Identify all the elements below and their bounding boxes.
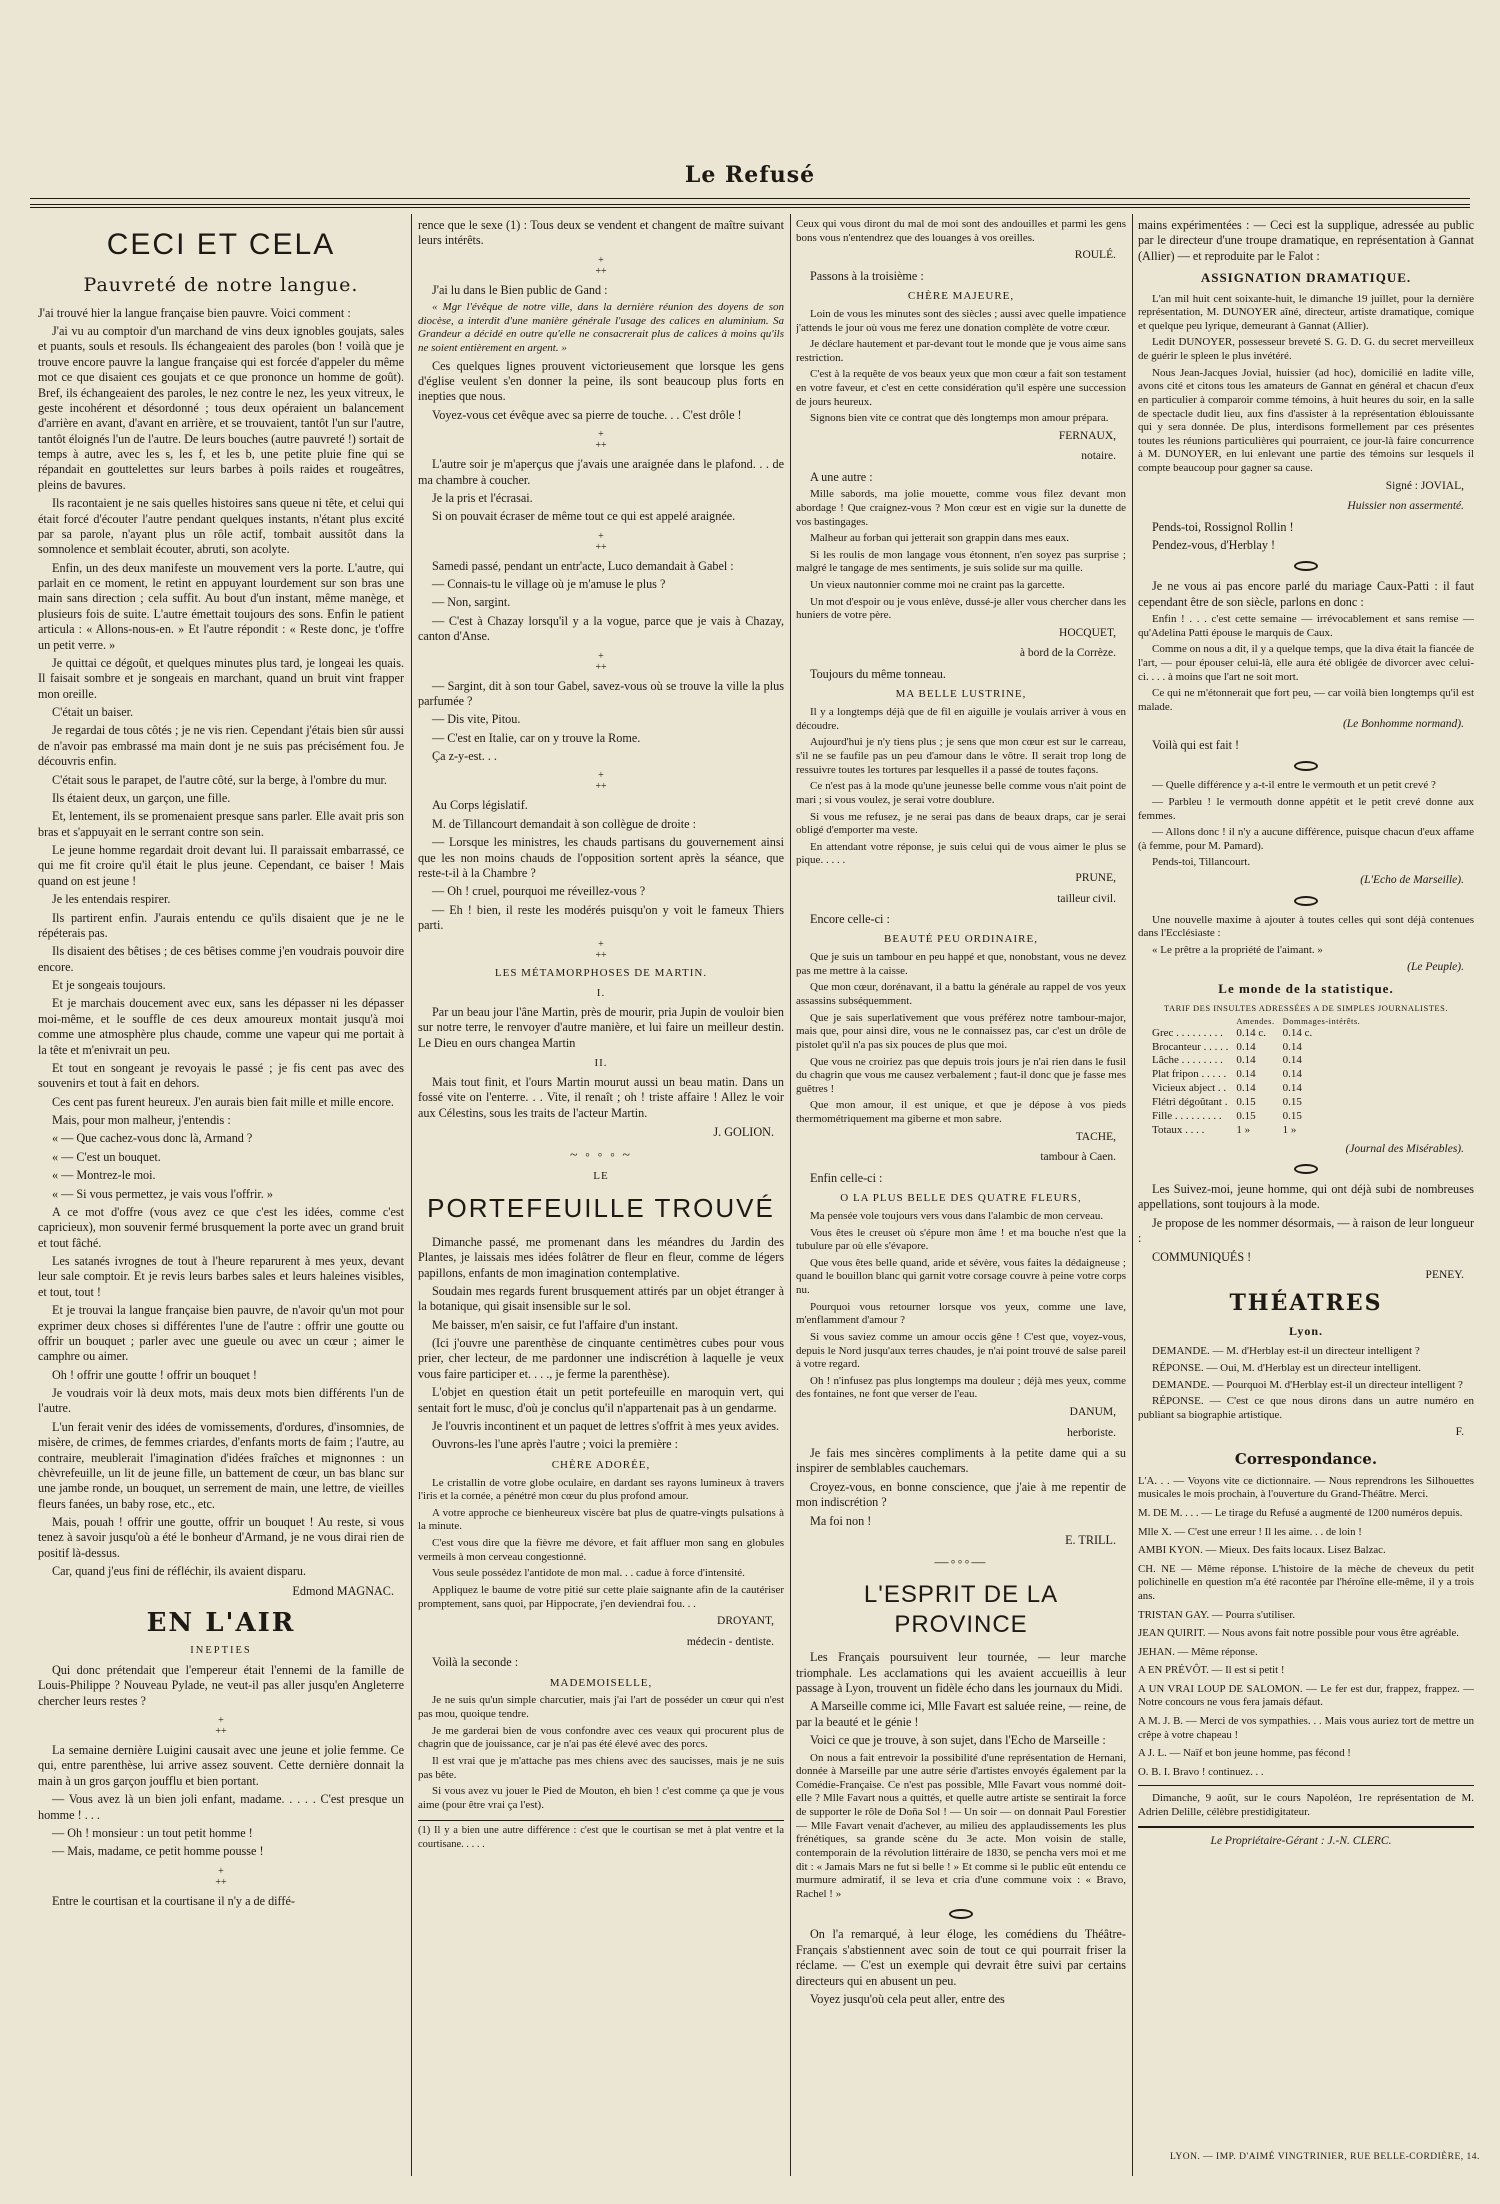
letter-line: Que je sais superlativement que vous préférez notre tambour-major, mais que, pour ainsi dire, vous ne le connaissez pas, car c'est un drôle de pistolet qu'il n'a pas six pouces de plus que moi. [796, 1011, 1126, 1051]
correspondence-list [1138, 1475, 1474, 1780]
dialogue-line: « — C'est un bouquet. [52, 1149, 161, 1164]
table-row [1148, 1054, 1364, 1068]
signature: F. [1455, 1426, 1464, 1439]
table-total-row [1148, 1124, 1364, 1138]
letter-line: Je déclare hautement et par-devant tout le monde que je vous aime sans restriction. [796, 338, 1126, 364]
paragraph: rence que le sexe (1) : Tous deux se vendent et changent de maître suivant leurs intérêts. [418, 218, 784, 248]
dialogue-line: — Eh ! bien, il reste les modérés puisqu'on y voit le fameux Thiers parti. [418, 902, 784, 932]
table-row [1148, 1027, 1364, 1041]
letter-salutation: MA BELLE LUSTRINE, [895, 688, 1027, 701]
source-credit: (Le Bonhomme normand). [1342, 718, 1464, 731]
section-title-correspondance: Correspondance. [1234, 1449, 1378, 1468]
paragraph: Car, quand j'eus fini de réfléchir, ils avaient disparu. [52, 1564, 307, 1579]
article-title-portefeuille-trouve: PORTEFEUILLE TROUVÉ [427, 1193, 775, 1224]
article-kicker: LE [593, 1170, 609, 1183]
row-label: Flétri dégoûtant . [1152, 1096, 1228, 1108]
printer-imprint: LYON. — IMP. D'AIMÉ VINGTRINIER, RUE BELLE-CORDIÈRE, 14. [1170, 2152, 1480, 2162]
header-double-rule [30, 204, 1470, 208]
letter-line: A votre approche ce bienheureux viscère bat plus de quatre-vingts pulsations à la minute. [418, 1506, 784, 1533]
article-subtitle: Pauvreté de notre langue. [83, 273, 359, 296]
column-2 [418, 218, 784, 2168]
paragraph: A ce mot d'offre (vous avez ce que c'est les idées, comme c'est capricieux), mon souvenir fermé brusquement la porte avec un grand bruit et tout fâché. [38, 1204, 404, 1250]
paragraph: Les satanés ivrognes de tout à l'heure reparurent à mes yeux, devant leur sale comptoir. Et je revis leurs barbes sales et leurs haleines visibles, et tout, tout ! [38, 1254, 404, 1299]
insult-tariff-table [1148, 1016, 1364, 1138]
letter-line: Que je suis un tambour en peu happé et que, nonobstant, vous ne devez pas me mettre à la caisse. [796, 951, 1126, 977]
paragraph: A Marseille comme ici, Mlle Favart est saluée reine, — reine, de par la beauté et le génie ! [796, 1699, 1126, 1729]
paragraph: L'autre soir je m'aperçus que j'avais une araignée dans le plafond. . . de ma chambre à coucher. [418, 457, 784, 487]
cell: 0.14 [1236, 1068, 1256, 1081]
paragraph: Passons à la troisième : [810, 268, 924, 283]
paragraph: L'objet en question était un petit portefeuille en maroquin vert, qui sentait fort le musc, d'où je conclus qu'il n'appartenait pas à un gendarme. [418, 1385, 784, 1415]
question-line: DEMANDE. — M. d'Herblay est-il un directeur intelligent ? [1152, 1345, 1420, 1358]
notice-line: L'an mil huit cent soixante-huit, le dimanche 19 juillet, pour la dernière représentation, M. DUNOYER aîné, directeur, artiste dramatique, comique et quelque peu lyrique, demeurant à Gannat (Allier). [1138, 292, 1474, 332]
section-subtitle: INEPTIES [190, 1644, 252, 1656]
paragraph: Voilà la seconde : [432, 1655, 519, 1670]
list-item: JEHAN. — Même réponse. [1138, 1645, 1258, 1658]
newspaper-title: Le Refusé [684, 162, 816, 188]
table-row [1148, 1068, 1364, 1082]
notice-title: ASSIGNATION DRAMATIQUE. [1200, 270, 1412, 286]
notice-line: Nous Jean-Jacques Jovial, huissier (ad hoc), domicilié en ladite ville, avons cité et citons tous les amateurs de Gannat en général et chacun d'eux en particulier à comparoir comme témoins, à huit heures du soir, en la salle de spectacle dudit lieu, aux fins d'assister à la représentation éblouissante qui y sera donnée. De plus, interdisons formellement par ces présentes toutes les réunions particulières qui pourraient, ce jour-là faire concurrence à M. DUNOYER, en lui enlevant une partie des témoins sur lesquels il compte beaucoup pour gagner sa cause. [1138, 366, 1474, 474]
column-4 [1138, 218, 1474, 2168]
list-item: A M. J. B. — Merci de vos sympathies. . . Mais vous auriez tort de mettre un crêpe à votre chapeau ! [1138, 1715, 1474, 1741]
ornament-ellipse [1294, 761, 1318, 771]
paragraph: Voyez-vous cet évêque avec sa pierre de touche. . . C'est drôle ! [432, 407, 742, 422]
cell: 0.14 c. [1236, 1026, 1267, 1039]
signature: PENEY. [1425, 1268, 1464, 1281]
letter-line: Je me garderai bien de vous confondre avec ces veaux qui procurent plus de chagrin que de jouissance, car je n'ai pas été élevé avec des porcs. [418, 1724, 784, 1751]
paragraph: Voyez jusqu'où cela peut aller, entre des [810, 1991, 1005, 2006]
cell: 0.15 [1236, 1109, 1256, 1122]
dialogue-line: — Mais, madame, ce petit homme pousse ! [52, 1844, 264, 1859]
paragraph: Ils racontaient je ne sais quelles histoires sans queue ni tête, et celui qui était forcé d'écouter l'autre pendant quelques instants, n'étant plus excité par sa parole, n'ayant plus un rôle actif, tombait aussitôt dans la somnolence et semblait écouter, abruti, son acolyte. [38, 496, 404, 557]
quotation: « Mgr l'évêque de notre ville, dans la dernière réunion des doyens de son diocèse, a interdit d'une manière générale l'usage des calices en aluminium. Sa Grandeur a décidé en outre qu'elle ne consacrerait plus de calices à moins qu'ils ne soient entièrement en argent. » [418, 301, 784, 354]
paragraph: Si on pouvait écraser de même tout ce qui est appelé araignée. [432, 509, 736, 524]
dialogue-line: « — Montrez-le moi. [52, 1168, 156, 1183]
list-item: M. DE M. . . . — Le tirage du Refusé a augmenté de 1200 numéros depuis. [1138, 1506, 1463, 1519]
letter-line: Que vous ne croiriez pas que depuis trois jours je n'ai rien dans le fusil du chagrin que vous me causez verbalement ; faut-il donc que je fasse mes guêtres ! [796, 1055, 1126, 1095]
paragraph: Je quittai ce dégoût, et quelques minutes plus tard, je longeai les quais. Il faisait sombre et je songeais en marchant, quand un bruit vint frapper mon oreille. [38, 655, 404, 701]
letter-line: Pourquoi vous retourner lorsque vos yeux, comme une lave, m'enflamment d'amour ? [796, 1300, 1126, 1327]
paragraph: (Ici j'ouvre une parenthèse de cinquante centimètres cubes pour vous prier, cher lecteur, de me pardonner une indiscrétion à laquelle je veux vous faire participer et. . . ., je ferme la parenthèse). [418, 1336, 784, 1381]
dialogue-line: — C'est à Chazay lorsqu'il y a la vogue, parce que je vais à Chazay, canton d'Anse. [418, 613, 784, 644]
section-title-theatres: THÉATRES [1229, 1290, 1383, 1317]
dialogue-line: — Oh ! monsieur : un tout petit homme ! [52, 1825, 253, 1840]
table-title: TARIF DES INSULTES ADRESSÉES A DE SIMPLES JOURNALISTES. [1164, 1003, 1448, 1014]
letter-line: Vous êtes le creuset où s'épure mon âme ! et ma bouche n'est que la tubulure par où elle s'évapore. [796, 1226, 1126, 1253]
paragraph: J'ai trouvé hier la langue française bien pauvre. Voici comment : [38, 305, 351, 320]
list-item: JEAN QUIRIT. — Nous avons fait notre possible pour vous être agréable. [1138, 1627, 1459, 1640]
letter-salutation: O LA PLUS BELLE DES QUATRE FLEURS, [840, 1192, 1082, 1205]
paragraph: Voici ce que je trouve, à son sujet, dans l'Echo de Marseille : [810, 1733, 1106, 1748]
table-row [1148, 1110, 1364, 1124]
letter-line: Loin de vous les minutes sont des siècles ; aussi avec quelle impatience j'attends le jour où vous me ferez une donation complète de votre cœur. [796, 307, 1126, 334]
paragraph: C'était un baiser. [52, 705, 134, 720]
paragraph: Ils étaient deux, un garçon, une fille. [52, 790, 231, 805]
letter-signature: DROYANT, [717, 1615, 774, 1628]
letter-line: Le cristallin de votre globe oculaire, en dardant ses rayons lumineux à travers l'iris et la cornée, a pénétré mon cœur du plus profond amour. [418, 1476, 784, 1503]
paragraph: Croyez-vous, en bonne conscience, que j'aie à me repentir de mon indiscrétion ? [796, 1479, 1126, 1510]
letter-signature: ROULÉ. [1074, 249, 1116, 262]
header-rule [30, 198, 1470, 199]
poem-title: LES MÉTAMORPHOSES DE MARTIN. [494, 967, 708, 980]
paragraph: Oh ! offrir une goutte ! offrir un bouquet ! [52, 1367, 257, 1382]
cell: 0.15 [1282, 1109, 1302, 1122]
ornament-ellipse [1294, 561, 1318, 571]
paragraph: Et, lentement, ils se promenaient presque sans parler. Elle avait pris son bras et s'appuyait en le serrant contre son sein. [38, 809, 404, 839]
list-item: Mlle X. — C'est une erreur ! Il les aime. . . de loin ! [1138, 1525, 1362, 1538]
paragraph: Soudain mes regards furent brusquement attirés par un objet étranger à la botanique, qui gisait insensible sur le sol. [418, 1283, 784, 1314]
dialogue-line: — C'est en Italie, car on y trouve la Rome. [432, 730, 641, 745]
column-1 [38, 218, 404, 2168]
section-title-statistique: Le monde de la statistique. [1218, 980, 1394, 996]
paragraph: COMMUNIQUÉS ! [1152, 1249, 1252, 1264]
column-header: Dommages-intérêts. [1282, 1016, 1361, 1026]
answer-line: RÉPONSE. — C'est ce que nous dirons dans un autre numéro en publiant sa biographie artistique. [1138, 1395, 1474, 1421]
letter-line: Ceux qui vous diront du mal de moi sont des andouilles et parmi les gens bons vous n'entendrez que des louanges à vos oreilles. [796, 218, 1126, 244]
paragraph: Dimanche passé, me promenant dans les méandres du Jardin des Plantes, je laissais mes idées folâtrer de fleur en fleur, comme de légers papillons, enfants de mon imagination contemplative. [418, 1234, 784, 1280]
letter-signature-title: tailleur civil. [1057, 892, 1116, 905]
ornament-ellipse [1294, 1164, 1318, 1174]
separator-cross: + ++ [595, 650, 607, 673]
separator-cross: + ++ [595, 254, 607, 277]
announcement: Dimanche, 9 août, sur le cours Napoléon, 1re représentation de M. Adrien Delille, célèbre prestidigitateur. [1138, 1792, 1474, 1819]
letter-line: En attendant votre réponse, je suis celui qui de vous aimer le plus se pique. . . . . [796, 840, 1126, 867]
city-heading: Lyon. [1288, 1324, 1323, 1339]
quoted-line: Comme on nous a dit, il y a quelque temps, que la diva était la fiancée de l'art, — pour épouser celui-là, elle aura été obligée de divorcer avec celui-ci. . . . à moins que l'art ne soit mort. [1138, 643, 1474, 683]
list-item: AMBI KYON. — Mieux. Des faits locaux. Lisez Balzac. [1138, 1544, 1386, 1557]
separator-cross: + ++ [215, 1715, 227, 1738]
cell: 0.14 [1236, 1082, 1256, 1095]
paragraph: Pendez-vous, d'Herblay ! [1152, 537, 1276, 552]
paragraph: Au Corps législatif. [432, 798, 528, 813]
paragraph: Et tout en songeant je revoyais le passé ; je fis cent pas avec des souvenirs et tout à fait en dehors. [38, 1060, 404, 1091]
quoted-line: Pends-toi, Tillancourt. [1152, 856, 1251, 869]
separator-cross: + ++ [595, 530, 607, 553]
letter-line: C'est vous dire que la fièvre me dévore, et fait affluer mon sang en globules vermeils à mon cerveau congestionné. [418, 1537, 784, 1563]
letter-line: Il y a longtemps déjà que de fil en aiguille je voulais arriver à vous en découdre. [796, 706, 1126, 732]
list-item: CH. NE — Même réponse. L'histoire de la mèche de cheveux du petit polichinelle en question m'a été racontée par l'héroïne elle-même, il y a trois ans. [1138, 1562, 1474, 1602]
letter-signature-title: notaire. [1081, 450, 1116, 463]
paragraph: Pends-toi, Rossignol Rollin ! [1152, 519, 1294, 534]
quoted-line: Ce qui ne m'étonnerait que fort peu, — car voilà bien longtemps qu'il est malade. [1138, 687, 1474, 713]
paragraph: L'un ferait venir des idées de vomissements, d'ordures, d'insomnies, de misère, de crimes, de femmes criardes, d'enfants morts de faim ; l'autre, au contraire, meublerait l'imagination d'idées fraîches et mignonnes : un chèvrefeuille, un lit de jeune fille, un battement de cœur, un bas blanc sur une jambe ronde, un bouquet, un serrement de main, une lettre, de vieilles fleurs fanées, un baby rose, etc., etc. [38, 1419, 404, 1511]
cell: 0.14 [1282, 1040, 1302, 1053]
letter-salutation: BEAUTÉ PEU ORDINAIRE, [884, 933, 1038, 946]
separator-cross: + ++ [595, 429, 607, 452]
letter-line: Que vous êtes belle quand, aride et sévère, vous faites la dédaigneuse ; quand le bouillon blanc qui garnit votre corsage couvre à peine votre corps nu. [796, 1256, 1126, 1297]
letter-signature: DANUM, [1069, 1406, 1116, 1419]
paragraph: Ces quelques lignes prouvent victorieusement que lorsque les gens d'église veulent s'en donner la peine, ils sont beaucoup plus forts en inepties que nous. [418, 358, 784, 404]
paragraph: Toujours du même tonneau. [810, 666, 946, 681]
paragraph: Ces cent pas furent heureux. J'en aurais bien fait mille et mille encore. [52, 1094, 394, 1109]
column-header: Amendes. [1236, 1016, 1275, 1026]
separator-cross: + ++ [595, 939, 607, 962]
table-row [1148, 1082, 1364, 1096]
quoted-line: — Quelle différence y a-t-il entre le vermouth et un petit crevé ? [1152, 779, 1436, 792]
cell: 0.14 [1236, 1054, 1256, 1067]
paragraph: A une autre : [810, 469, 873, 484]
dialogue-line: « — Que cachez-vous donc là, Armand ? [52, 1131, 253, 1146]
cell: 0.15 [1236, 1096, 1256, 1108]
quoted-line: — Parbleu ! le vermouth donne appétit et le petit crevé donne aux femmes. [1138, 795, 1474, 822]
letter-line: C'est à la requête de vos beaux yeux que mon cœur a fait son testament en votre faveur, et c'est en cette considération qu'il espère une succession de jours heureux. [796, 368, 1126, 408]
letter-signature-title: médecin - dentiste. [686, 1635, 774, 1648]
paragraph: Et je trouvai la langue française bien pauvre, de n'avoir qu'un mot pour exprimer deux choses si différentes l'une de l'autre : offrir une goutte ou offrir un bouquet ; parler avec une gueule ou avec un cœur ; aimer le camphre ou aimer. [38, 1303, 404, 1364]
paragraph: Encore celle-ci : [810, 911, 890, 926]
list-item: TRISTAN GAY. — Pourra s'utiliser. [1138, 1608, 1296, 1621]
paragraph: Ils partirent enfin. J'aurais entendu ce qu'ils disaient que je ne le répéterais pas. [38, 910, 404, 940]
paragraph: Les Suivez-moi, jeune homme, qui ont déjà subi de nombreuses appellations, sont toujours à la mode. [1138, 1182, 1474, 1212]
quotation: « Le prêtre a la propriété de l'aimant. » [1152, 943, 1323, 956]
paragraph: La semaine dernière Luigini causait avec une jeune et jolie femme. Ce qui, entre parenthèse, lui arrive assez souvent. Cette dernière donnait la main à un gros garçon joufflu et bien portant. [38, 1743, 404, 1788]
paragraph: On l'a remarqué, à leur éloge, les comédiens du Théâtre-Français s'abstiennent avec soin de tout ce qui pourrait friser la réclame. — C'est un exemple qui devrait être suivi par certains directeurs qui en abusent un peu. [796, 1927, 1126, 1988]
row-label: Lâche . . . . . . . . [1152, 1054, 1223, 1067]
cell: 0.14 c. [1282, 1026, 1313, 1039]
paragraph: Les Français poursuivent leur tournée, — leur marche triomphale. Les acclamations qui les avaient accueillis à leur passage à Lyon, trouvent un fidèle écho dans les journaux du Midi. [796, 1650, 1126, 1696]
paragraph: Une nouvelle maxime à ajouter à toutes celles qui sont déjà contenues dans l'Ecclésiaste : [1138, 913, 1474, 940]
letter-line: Mille sabords, ma jolie mouette, comme vous filez devant mon abordage ! Que craignez-vous ? Mon cœur est en vigie sur la dunette de vos bastingages. [796, 488, 1126, 528]
letter-line: Si vous avez vu jouer le Pied de Mouton, eh bien ! c'est comme ça que je vous aime (pour être vrai ça l'est). [418, 1785, 784, 1811]
notice-line: Ledit DUNOYER, possesseur breveté S. G. D. G. du secret merveilleux de guérir le spleen le plus invétéré. [1138, 336, 1474, 362]
paragraph: Me baisser, m'en saisir, ce fut l'affaire d'un instant. [432, 1317, 679, 1332]
ornament-ellipse [949, 1909, 973, 1919]
paragraph: M. de Tillancourt demandait à son collègue de droite : [432, 816, 697, 831]
letter-signature: TACHE, [1075, 1130, 1116, 1143]
column-separator [411, 214, 412, 2176]
paragraph: Ils disaient des bêtises ; de ces bêtises comme j'en voudrais pouvoir dire encore. [38, 944, 404, 974]
list-item: L'A. . . — Voyons vite ce dictionnaire. — Nous reprendrons les Silhouettes musicales le mois prochain, à l'ouverture du Grand-Théâtre. Merci. [1138, 1474, 1474, 1501]
row-label: Grec . . . . . . . . . [1152, 1026, 1223, 1039]
paragraph: Je les entendais respirer. [52, 892, 171, 907]
letter-line: Si les roulis de mon langage vous étonnent, n'en soyez pas surprise ; malgré le tangage de mes sentiments, je suis solide sur ma quille. [796, 548, 1126, 575]
cell: 0.14 [1236, 1040, 1256, 1053]
letter-salutation: CHÈRE ADORÉE, [551, 1458, 651, 1471]
quoted-line: Enfin ! . . . c'est cette semaine — irrévocablement et sans remise — qu'Adelina Patti épouse le marquis de Caux. [1138, 613, 1474, 639]
row-label: Plat fripon . . . . . [1152, 1068, 1227, 1081]
list-item: A EN PRÉVÔT. — Il est si petit ! [1138, 1664, 1285, 1677]
paragraph: C'était sous le parapet, de l'autre côté, sur la berge, à l'ombre du mur. [52, 772, 387, 787]
source-credit: (Journal des Misérables). [1345, 1142, 1464, 1155]
paragraph: Mais, pour mon malheur, j'entendis : [52, 1113, 231, 1128]
row-label: Fille . . . . . . . . . [1152, 1109, 1222, 1122]
dialogue-line: — Dis vite, Pitou. [432, 712, 521, 727]
letter-line: Oh ! n'infusez pas plus longtemps ma douleur ; déjà mes yeux, comme des fontaines, ne font que verser de l'eau. [796, 1374, 1126, 1401]
cell: 1 » [1282, 1123, 1297, 1136]
table-row [1148, 1041, 1364, 1055]
dialogue-line: — Vous avez là un bien joli enfant, madame. . . . . C'est presque un homme ! . . . [38, 1792, 404, 1822]
letter-line: Si vous saviez comme un amour occis gêne ! C'est que, voyez-vous, depuis le Nord jusqu'aux terres chaudes, je n'ai point trouvé de salse pareil à votre regard. [796, 1330, 1126, 1371]
answer-line: RÉPONSE. — Oui, M. d'Herblay est un directeur intelligent. [1152, 1361, 1421, 1374]
list-item: A J. L. — Naïf et bon jeune homme, pas fécond ! [1138, 1747, 1351, 1760]
paragraph: Qui donc prétendait que l'empereur était l'ennemi de la famille de Louis-Philippe ? Nouveau Pylade, ne veut-il pas aller jusqu'en Angleterre chercher leurs restes ? [38, 1662, 404, 1708]
dialogue-line: « — Si vous permettez, je vais vous l'offrir. » [52, 1186, 273, 1201]
paragraph: Voilà qui est fait ! [1152, 737, 1240, 752]
letter-line: Ma pensée vole toujours vers vous dans l'alambic de mon cerveau. [810, 1209, 1104, 1222]
letter-line: Signons bien vite ce contrat que dès longtemps mon amour prépara. [810, 412, 1109, 425]
paragraph: Et je marchais doucement avec eux, sans les dépasser ni les dépasser moi-même, et le souffle de ces deux amoureux montait jusqu'à moi comme une atmosphère plus chaude, comme une vapeur qui me portait à la tête et m'enivrait un peu. [38, 996, 404, 1057]
dialogue-line: — Non, sargint. [432, 595, 511, 610]
letter-line: Je ne suis qu'un simple charcutier, mais j'ai l'art de posséder un cœur qui n'est pas mou, quoique tendre. [418, 1694, 784, 1720]
letter-signature: HOCQUET, [1059, 626, 1116, 639]
letter-signature-title: tambour à Caen. [1040, 1151, 1116, 1164]
paragraph: J'ai lu dans le Bien public de Gand : [432, 282, 608, 297]
signature: J. GOLION. [713, 1125, 774, 1140]
column-3 [796, 218, 1126, 2168]
notice-signature-title: Huissier non assermenté. [1347, 500, 1464, 513]
row-label: Vicieux abject . . [1152, 1082, 1227, 1095]
quoted-line: — Allons donc ! il n'y a aucune différence, puisque chacun d'eux affame (à femme, pour M. Pamard). [1138, 826, 1474, 852]
masthead [30, 160, 1470, 208]
paragraph: Je fais mes sincères compliments à la petite dame qui a su inspirer de semblables cauchemars. [796, 1446, 1126, 1476]
paragraph: Ma foi non ! [810, 1513, 872, 1528]
paragraph: Et je songeais toujours. [52, 978, 166, 993]
paragraph: mains expérimentées : — Ceci est la supplique, adressée au public par le directeur d'une troupe dramatique, en représentation à Gannat (Allier) — et reproduite par le Falot : [1138, 218, 1474, 263]
paragraph: Enfin celle-ci : [810, 1170, 883, 1185]
poem-part-number: I. [596, 987, 606, 1000]
poem-stanza: Mais tout finit, et l'ours Martin mourut aussi un beau matin. Dans un fossé vite on l'enterre. . . Vite, il renaît ; oh ! triste affaire ! Allez le voir aux Célestins, sous les traits de l'acteur Martin. [418, 1075, 784, 1120]
paragraph: Mais, pouah ! offrir une goutte, offrir un bouquet ! Au reste, si vous tenez à savoir jusqu'où a été le bonheur d'Armand, je ne vous dirai rien de positif là-dessus. [38, 1515, 404, 1560]
ornament-ellipse [1294, 896, 1318, 906]
dialogue-line: Ça z-y-est. . . [432, 749, 497, 763]
question-line: DEMANDE. — Pourquoi M. d'Herblay est-il un directeur intelligent ? [1152, 1378, 1463, 1391]
paragraph: Le jeune homme regardait droit devant lui. Il paraissait embarrassé, ce qui me fit croire qu'il était le plus jeune. Cependant, ce baiser ! Mais quand on est jeune ! [38, 843, 404, 888]
letter-line: Que mon cœur, dorénavant, il a battu la générale au rappel de vos yeux assassins subséquemment. [796, 981, 1126, 1008]
column-separator [1132, 214, 1133, 2176]
separator-cross: + ++ [595, 770, 607, 793]
letter-line: Vous seule possédez l'antidote de mon mal. . . cadue à force d'intensité. [432, 1567, 745, 1580]
letter-line: Un mot d'espoir ou je vous enlève, dussé-je aller vous chercher dans les huniers de votre père. [796, 595, 1126, 622]
letter-line: Que mon amour, il est unique, et que je dépose à vos pieds thermométriquement ma giberne et mon sabre. [796, 1099, 1126, 1126]
letter-line: Appliquez le baume de votre pitié sur cette plaie saignante afin de la cautériser promptement, sans quoi, par Hippocrate, j'en deviendrai fou. . . [418, 1583, 784, 1610]
letter-signature: PRUNE, [1075, 872, 1116, 885]
signature: E. TRILL. [1065, 1532, 1116, 1547]
publisher-line: Le Propriétaire-Gérant : J.-N. CLERC. [1210, 1834, 1392, 1847]
list-item: A UN VRAI LOUP DE SALOMON. — Le fer est dur, frappez, frappez. — Notre concours ne vous fera jamais défaut. [1138, 1682, 1474, 1709]
row-label: Brocanteur . . . . . [1152, 1040, 1229, 1053]
letter-signature: FERNAUX, [1058, 429, 1116, 442]
paragraph: Je propose de les nommer désormais, — à raison de leur longueur : [1138, 1215, 1474, 1246]
poem-stanza: Par un beau jour l'âne Martin, près de mourir, pria Jupin de vouloir bien sur notre terre, le renvoyer d'autre manière, et lui faire un meilleur destin. Le Dieu en ours changea Martin [418, 1005, 784, 1050]
table-header-row [1148, 1016, 1364, 1027]
poem-part-number: II. [594, 1057, 608, 1070]
list-item: O. B. I. Bravo ! continuez. . . [1138, 1765, 1264, 1778]
letter-line: Aujourd'hui je n'y tiens plus ; je sens que mon cœur est sur le carreau, s'il ne se faufile pas un peu d'amour dans le vôtre. Il serait trop long de ressuivre toutes les tortures par lesquelles il a passé de toutes façons. [796, 736, 1126, 776]
paragraph: Je la pris et l'écrasai. [432, 490, 533, 505]
letter-salutation: MADEMOISELLE, [549, 1676, 653, 1689]
letter-signature-title: herboriste. [1067, 1426, 1116, 1439]
paragraph: Je voudrais voir là deux mots, mais deux mots bien différents l'un de l'autre. [38, 1386, 404, 1416]
dialogue-line: — Sargint, dit à son tour Gabel, savez-vous où se trouve la ville la plus parfumée ? [418, 678, 784, 708]
cell: 1 » [1236, 1123, 1251, 1136]
dialogue-line: — Lorsque les ministres, les chauds partisans du gouvernement ainsi que les non moins chauds de l'opposition sortent après la séance, que reste-t-il à la Chambre ? [418, 835, 784, 880]
paragraph: Enfin, un des deux manifeste un mouvement vers la porte. L'autre, qui parlait en ce moment, le retint en appuyant lourdement sur son bras une main sans direction ; cela suffit. Au bout d'un instant, même manège, et plusieurs fois de suite. L'autre émettait toujours des sons. Enfin le patient articula : « Allons-nous-en. » Et l'autre répondit : « Reste donc, je t'offre un petit verre. » [38, 560, 404, 652]
divider [1138, 1826, 1474, 1828]
column-separator [790, 214, 791, 2176]
letter-line: Ce n'est pas à la mode qu'une jeunesse belle comme vous n'ait point de mari ; si vous voulez, je serai votre doublure. [796, 780, 1126, 806]
separator-cross: + ++ [215, 1865, 227, 1888]
paragraph: Samedi passé, pendant un entr'acte, Luco demandait à Gabel : [432, 558, 734, 573]
paragraph: Je regardai de tous côtés ; je ne vis rien. Cependant j'étais bien sûr aussi de n'avoir pas embrassé ma main dont je ne suis pas précisément fou. Je découvris enfin. [38, 723, 404, 769]
source-credit: (L'Echo de Marseille). [1360, 874, 1464, 887]
row-label: Totaux . . . . [1152, 1123, 1205, 1136]
notice-signature: Signé : JOVIAL, [1385, 479, 1464, 492]
article-title-ceci-et-cela: CECI ET CELA [106, 228, 336, 261]
letter-signature-title: à bord de la Corrèze. [1019, 647, 1116, 660]
cell: 0.14 [1282, 1082, 1302, 1095]
footnote: (1) Il y a bien une autre différence : c'est que le courtisan se met à plat ventre et la courtisane. . . . . [418, 1820, 784, 1850]
paragraph: J'ai vu au comptoir d'un marchand de vins deux ignobles goujats, sales et puants, souls et resouls. Ils échangeaient des paroles (bon ! voilà que je trouve encore pauvre la langue française qui est forcée d'appeler du même mot ce que disaient ces goujats et ce que prononce un homme de goût). Bref, ils échangeaient des paroles, le nez contre le nez, les yeux vitreux, le geste incohérent et désordonné ; tous deux opéraient un balancement d'arrière en avant, d'avant en arrière, et se trouvaient, tantôt l'un sur l'autre, tantôt éloignés l'un de l'autre. De leurs bouches (autre pauvreté !) sortait de temps à autre, avec les s, les f, et les b, une petite pluie fine qui se répandait en gouttelettes sur leurs barbes à poils raides et rougeâtres, pleins de bavures. [38, 324, 404, 492]
signature: Edmond MAGNAC. [292, 1583, 394, 1598]
source-credit: (Le Peuple). [1407, 961, 1464, 974]
quotation: On nous a fait entrevoir la possibilité d'une représentation de Hernani, donnée à Marseille par une autre série d'artistes envoyés également par la Comédie-Française. Ce n'est pas possible, Mlle Favart vous nommé doit-elle ? Mlle Favart nous a quittés, et quelle autre artiste se sentirait la force de supporter le rôle de Doña Sol ! — Un soir — on donnait Paul Forestier — Mlle Favart venait d'achever, au milieu des applaudissements les plus frénétiques, sa grande scène du 3e acte. Mon voisin de stalle, contemporain de la révolution littéraire de 1830, se pencha vers moi et me dit : « Jamais Mars ne fut si belle ! » Et comme si le public eût entendu ce murmure admiratif, il se leva et cria d'une commune voix : « Bravo, Rachel ! » [796, 1751, 1126, 1900]
letter-line: Si vous me refusez, je ne serai pas dans de beaux draps, car je serai obligé d'emporter ma veste. [796, 810, 1126, 837]
paragraph: Je l'ouvris incontinent et un paquet de lettres s'offrit à mes yeux avides. [432, 1418, 780, 1433]
letter-salutation: CHÈRE MAJEURE, [907, 290, 1015, 303]
cell: 0.15 [1282, 1096, 1302, 1108]
paragraph: Entre le courtisan et la courtisane il n'y a de diffé- [52, 1893, 295, 1908]
letter-line: Malheur au forban qui jetterait son grappin dans mes eaux. [810, 532, 1070, 545]
table-row [1148, 1096, 1364, 1110]
letter-line: Un vieux nautonnier comme moi ne craint pas la garcette. [810, 579, 1065, 592]
dialogue-line: — Oh ! cruel, pourquoi me réveillez-vous ? [432, 884, 646, 899]
dialogue-line: — Connais-tu le village où je m'amuse le plus ? [432, 577, 666, 591]
ornament-divider: —◦◦◦— [934, 1555, 988, 1571]
letter-line: Il est vrai que je m'attache pas mes chiens avec des saucisses, mais je ne suis pas bête. [418, 1754, 784, 1781]
article-title-esprit-de-la-province: L'ESPRIT DE LA PROVINCE [863, 1580, 1059, 1639]
article-title-en-l-air: EN L'AIR [146, 1607, 296, 1638]
paragraph: Ouvrons-les l'une après l'autre ; voici la première : [432, 1437, 679, 1452]
divider [1138, 1785, 1474, 1786]
paragraph: Je ne vous ai pas encore parlé du mariage Caux-Patti : il faut cependant être de son siècle, parlons en donc : [1138, 579, 1474, 609]
ornament-divider: ~ ◦ ◦ ◦ ~ [569, 1147, 633, 1163]
cell: 0.14 [1282, 1068, 1302, 1081]
cell: 0.14 [1282, 1054, 1302, 1067]
